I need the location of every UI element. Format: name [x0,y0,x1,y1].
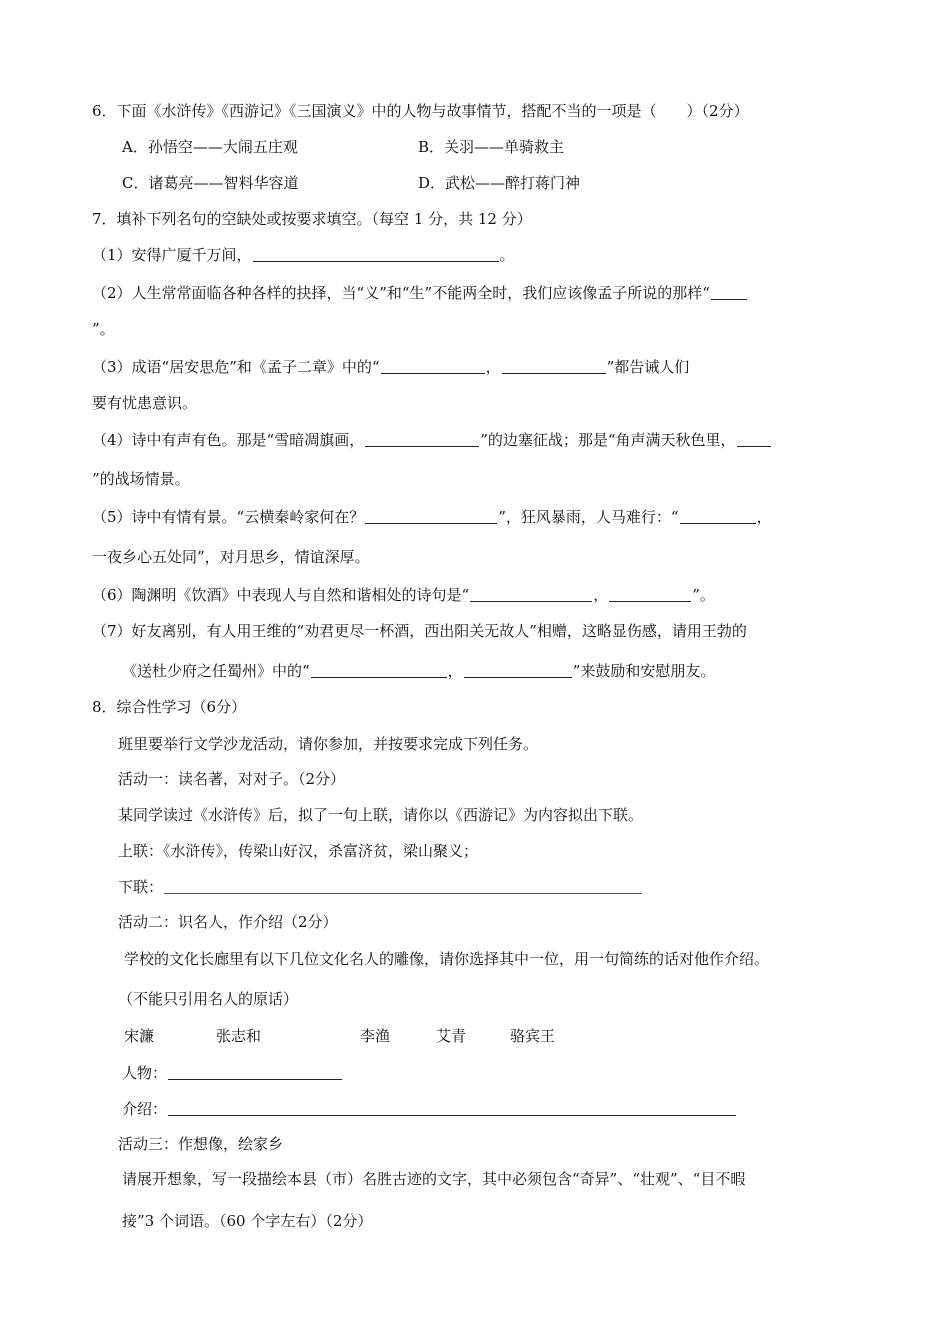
q7-item-6-end: ”。 [692,586,715,604]
answer-blank[interactable] [609,600,691,602]
q7-item-6-comma: ， [593,586,609,604]
q7-item-7-text: 《送杜少府之任蜀州》中的“ [122,662,310,680]
answer-blank[interactable] [502,372,606,374]
q7-item-7-line2 [122,664,715,679]
q6-option-a: A．孙悟空——大闹五庄观 [122,138,298,156]
activity-2-note: （不能只引用名人的原话） [118,990,299,1008]
answer-blank[interactable] [365,522,497,524]
q7-item-7-comma: ， [447,662,463,680]
lower-couplet [118,880,643,895]
celebrity-name: 骆宾王 [510,1027,556,1045]
celebrity-name: 李渔 [360,1027,391,1045]
activity-3-desc: 请展开想象，写一段描绘本县（市）名胜古迹的文字，其中必须包含“奇异”、“壮观”、“目不暇 [122,1170,746,1188]
q7-item-2 [92,286,748,301]
lower-couplet-field[interactable] [164,892,642,894]
q7-item-2-text: （2）人生常常面临各种各样的抉择，当“义”和“生”不能两全时，我们应该像孟子所说的那样“ [92,284,710,302]
answer-blank[interactable] [381,372,485,374]
q8-stem: 8．综合性学习（6分） [92,698,247,716]
q7-item-1-end: 。 [499,246,515,264]
q7-item-3-end: ”都告诫人们 [606,358,690,376]
activity-2-title: 活动二：识名人，作介绍（2分） [118,913,338,931]
q7-item-6 [92,588,715,603]
answer-blank[interactable] [464,676,572,678]
q7-item-3 [92,360,689,375]
answer-blank[interactable] [680,522,756,524]
upper-couplet: 上联：《水浒传》，传梁山好汉，杀富济贫，梁山聚义； [118,842,479,860]
answer-blank[interactable] [737,445,771,447]
q7-item-7-end: ”来鼓励和安慰朋友。 [572,662,716,680]
q6-option-b: B．关羽——单骑救主 [418,138,565,156]
answer-blank[interactable] [253,260,499,262]
celebrity-name: 宋濂 [124,1027,155,1045]
person-field[interactable] [168,1078,342,1080]
answer-blank[interactable] [711,298,747,300]
answer-blank[interactable] [311,676,447,678]
person-row [122,1066,343,1081]
q7-item-6-text: （6）陶渊明《饮酒》中表现人与自然和谐相处的诗句是“ [92,586,470,604]
q6-option-d: D．武松——醉打蒋门神 [418,174,581,192]
intro-field[interactable] [168,1114,736,1116]
q7-item-5-line2: 一夜乡心五处同”，对月思乡，情谊深厚。 [92,548,370,566]
q7-item-5-text: （5）诗中有情有景。“云横秦岭家何在？ [92,508,365,526]
q7-item-5 [92,510,772,525]
q7-stem: 7．填补下列名句的空缺处或按要求填空。（每空 1 分，共 12 分） [92,210,532,228]
q7-item-5-comma: ， [756,508,772,526]
q6-option-c: C．诸葛亮——智料华容道 [122,174,299,192]
q7-item-4-text: （4）诗中有声有色。那是“雪暗凋旗画， [92,431,365,449]
q8-intro: 班里要举行文学沙龙活动，请你参加，并按要求完成下列任务。 [118,735,539,753]
q6-stem: 6．下面《水浒传》《西游记》《三国演义》中的人物与故事情节，搭配不当的一项是（ ）（2分） [92,102,749,120]
activity-1-title: 活动一：读名著，对对子。（2分） [118,770,346,788]
answer-blank[interactable] [365,445,479,447]
q7-item-3-comma: ， [485,358,501,376]
q7-item-4-mid: ”的边塞征战；那是“角声满天秋色里， [480,431,736,449]
q7-item-5-mid: ”，狂风暴雨，人马难行：“ [498,508,679,526]
q7-item-1 [92,248,515,263]
intro-label: 介绍： [122,1100,168,1118]
celebrity-name: 张志和 [216,1027,262,1045]
celebrity-name: 艾青 [436,1027,467,1045]
q7-item-3-line2: 要有忧患意识。 [92,394,198,412]
q7-item-2-end: ”。 [92,320,115,338]
q7-item-4 [92,433,772,448]
activity-1-desc: 某同学读过《水浒传》后，拟了一句上联，请你以《西游记》为内容拟出下联。 [118,806,644,824]
q7-item-3-text: （3）成语“居安思危”和《孟子二章》中的“ [92,358,380,376]
lower-couplet-label: 下联： [118,878,164,896]
activity-3-title: 活动三：作想像，绘家乡 [118,1135,284,1153]
answer-blank[interactable] [470,600,592,602]
q7-item-1-text: （1）安得广厦千万间， [92,246,252,264]
person-label: 人物： [122,1064,168,1082]
q7-item-4-end: ”的战场情景。 [92,470,190,488]
q7-item-7: （7）好友离别，有人用王维的“劝君更尽一杯酒，西出阳关无故人”相赠，这略显伤感，请用王勃的 [92,622,747,640]
activity-3-desc-line2: 接”3 个词语。（60 个字左右）（2分） [122,1212,373,1230]
activity-2-desc: 学校的文化长廊里有以下几位文化名人的雕像，请你选择其中一位，用一句简练的话对他作介绍。 [124,950,770,968]
intro-row [122,1102,737,1117]
